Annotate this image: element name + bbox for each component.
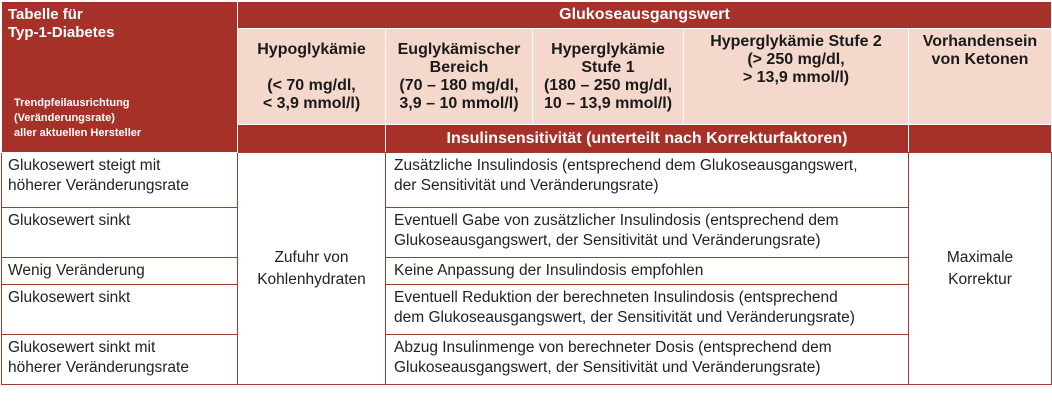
row-label: Glukosewert steigt mit höherer Veränderungsrate <box>2 153 238 208</box>
table-row <box>2 258 1052 285</box>
table-title: Tabelle für Typ-1-Diabetes <box>8 6 115 41</box>
insulin-header: Insulinsensitivität (unterteilt nach Korrekturfaktoren) <box>386 125 909 153</box>
ketone-action: Maximale Korrektur <box>909 153 1052 385</box>
col-eugly: Euglykämischer Bereich (70 – 180 mg/dl, 3,9 – 10 mmol/l) <box>386 29 533 125</box>
row-action: Keine Anpassung der Insulindosis empfohlen <box>386 258 909 285</box>
spacer-cell-right <box>909 125 1052 153</box>
spacer-cell <box>238 125 386 153</box>
table-row <box>2 208 1052 258</box>
row-action: Eventuell Reduktion der berechneten Insulindosis (entsprechend dem Glukoseausgangswert, der Sensitivität und Veränderungsrate) <box>386 285 909 335</box>
glucose-header: Glukoseausgangswert <box>238 2 1052 29</box>
corner-header <box>2 2 238 153</box>
row-label: Glukosewert sinkt <box>2 285 238 335</box>
col-hyper2: Hyperglykämie Stufe 2 (> 250 mg/dl, > 13,9 mmol/l) <box>684 29 909 125</box>
row-label: Glukosewert sinkt mit höherer Veränderungsrate <box>2 335 238 385</box>
row-action: Eventuell Gabe von zusätzlicher Insulindosis (entsprechend dem Glukoseausgangswert, der Sensitivität und Veränderungsrate) <box>386 208 909 258</box>
hypo-action: Zufuhr von Kohlenhydraten <box>238 153 386 385</box>
row-label: Wenig Veränderung <box>2 258 238 285</box>
table-row <box>2 285 1052 335</box>
col-ketones: Vorhandensein von Ketonen <box>909 29 1052 125</box>
row-action: Abzug Insulinmenge von berechneter Dosis (entsprechend dem Glukoseausgangswert, der Sensitivität und Veränderungsrate) <box>386 335 909 385</box>
table-row <box>2 335 1052 385</box>
col-hypo: Hypoglykämie (< 70 mg/dl, < 3,9 mmol/l) <box>238 29 386 125</box>
diabetes-table <box>1 1 1052 385</box>
col-hyper1: Hyperglykämie Stufe 1 (180 – 250 mg/dl, 10 – 13,9 mmol/l) <box>533 29 684 125</box>
table-row <box>2 153 1052 208</box>
row-label: Glukosewert sinkt <box>2 208 238 258</box>
trend-subtitle: Trendpfeilausrichtung (Veränderungsrate) aller aktuellen Hersteller <box>14 97 142 139</box>
row-action: Zusätzliche Insulindosis (entsprechend dem Glukoseausgangswert, der Sensitivität und Veränderungsrate) <box>386 153 909 208</box>
